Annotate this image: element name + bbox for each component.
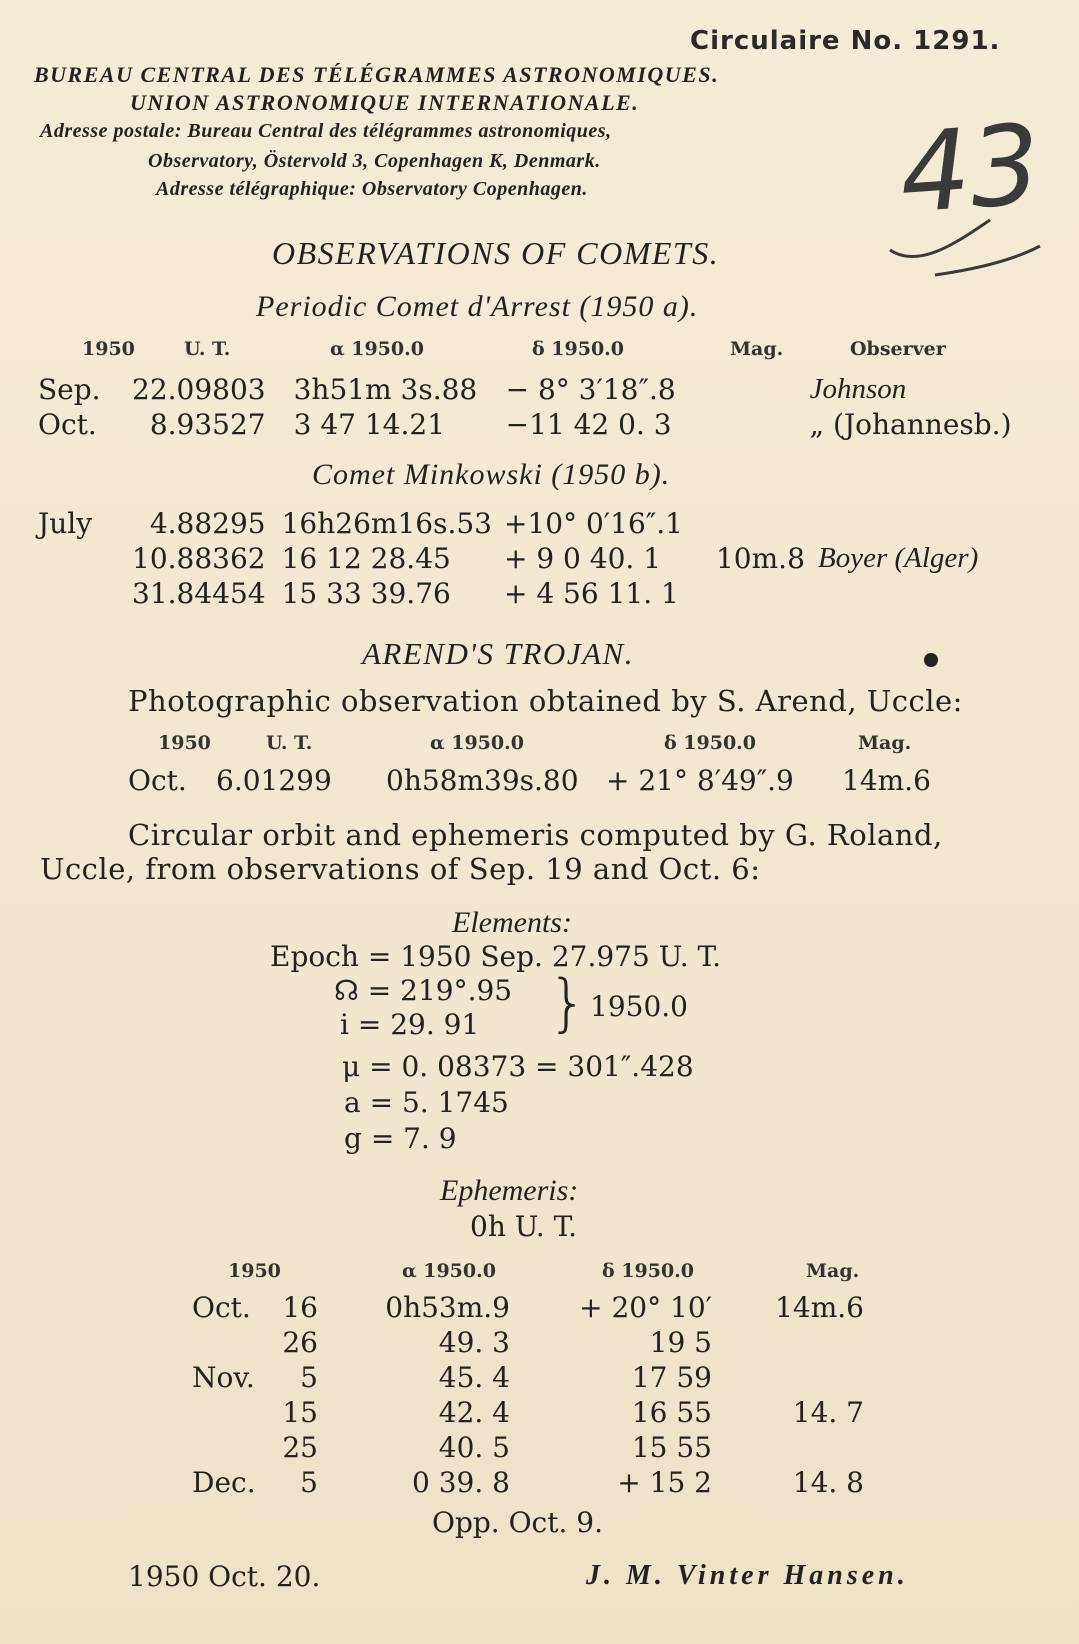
element-inclination: i = 29. 91 [340,1008,480,1041]
eph-ra: 0h53m.9 [385,1291,510,1324]
telegraph-address-line: Adresse télégraphique: Observatory Copenhagen. [156,178,588,200]
eph-mag: 14m.6 [775,1291,864,1324]
ephemeris-subtitle: 0h U. T. [470,1210,578,1243]
table-row [186,1325,870,1360]
trojan-col-dec: δ 1950.0 [664,732,757,754]
photographic-observation-line: Photographic observation obtained by S. Arend, Uccle: [128,684,963,718]
observer-cell: Johnson [809,373,907,405]
eph-month: Nov. [192,1361,255,1394]
table-row [186,1465,870,1500]
ut-cell: 31.84454 [132,577,266,610]
footer-date: 1950 Oct. 20. [128,1560,321,1593]
observatory-address-line: Observatory, Östervold 3, Copenhagen K, Denmark. [148,150,601,172]
handwritten-number: 43 [895,100,1045,238]
col-observer: Observer [850,338,946,360]
month-cell [32,541,126,576]
eph-ra: 40. 5 [438,1431,510,1464]
postal-address-line: Adresse postale: Bureau Central des télégrammes astronomiques, [40,120,612,142]
eph-dec: 17 59 [631,1361,712,1394]
ra-cell: 3h51m 3s.88 [293,373,478,406]
month-cell: July [38,507,93,540]
trojan-obs-ut: 6.01299 [216,764,332,797]
observer-cell [812,506,984,541]
month-cell: Sep. [38,373,101,406]
eph-day: 25 [282,1431,318,1464]
element-mu: μ = 0. 08373 = 301″.428 [342,1050,694,1083]
trojan-col-year: 1950 [158,732,211,754]
eph-col-year: 1950 [228,1260,281,1282]
ra-cell: 15 33 39.76 [281,577,451,610]
eph-ra: 0 39. 8 [412,1466,510,1499]
mag-cell [710,506,812,541]
mag-cell: 10m.8 [715,542,805,575]
opposition-line: Opp. Oct. 9. [432,1506,604,1539]
eph-dec: 19 5 [649,1326,712,1359]
col-ut: U. T. [184,338,231,360]
table-row [186,1290,870,1325]
eph-col-mag: Mag. [806,1260,860,1282]
trojan-col-ut: U. T. [266,732,313,754]
ra-cell: 16h26m16s.53 [281,507,492,540]
mag-cell [732,407,804,442]
col-ra: α 1950.0 [330,338,424,360]
ut-cell: 10.88362 [132,542,266,575]
ink-spot [924,653,938,667]
eph-mag [718,1325,870,1360]
eph-ra: 42. 4 [438,1396,510,1429]
element-epoch: Epoch = 1950 Sep. 27.975 U. T. [270,940,721,973]
eph-dec: 15 55 [631,1431,712,1464]
table-row [186,1430,870,1465]
ut-cell: 8.93527 [149,408,266,441]
union-line: UNION ASTRONOMIQUE INTERNATIONALE. [130,90,640,115]
elements-brace: } [548,966,588,1039]
ephemeris-title: Ephemeris: [440,1174,579,1207]
ut-cell: 22.09803 [132,373,266,406]
observer-cell [812,576,984,611]
trojan-col-ra: α 1950.0 [430,732,524,754]
eph-dec: + 15 2 [617,1466,712,1499]
table-row [186,1395,870,1430]
observer-cell: „ (Johannesb.) [809,408,1012,441]
eph-month: Oct. [192,1291,251,1324]
eph-col-ra: α 1950.0 [402,1260,496,1282]
trojan-col-mag: Mag. [858,732,912,754]
dec-cell: −11 42 0. 3 [505,408,672,441]
element-equinox: 1950.0 [590,990,688,1023]
eph-day: 26 [282,1326,318,1359]
orbit-line-1: Circular orbit and ephemeris computed by G. Roland, [128,818,943,852]
trojan-obs-mag: 14m.6 [842,764,931,797]
dec-cell: +10° 0′16″.1 [503,507,683,540]
element-a: a = 5. 1745 [344,1086,509,1119]
comet-b-table [32,506,984,611]
page-title: OBSERVATIONS OF COMETS. [272,235,720,271]
eph-dec: + 20° 10′ [579,1291,712,1324]
trojan-obs-month: Oct. [128,764,187,797]
comet-a-title: Periodic Comet d'Arrest (1950 a). [256,290,699,323]
mag-cell [732,372,804,407]
handwritten-strokes [880,180,1050,290]
observer-cell: Boyer (Alger) [817,542,979,574]
col-year: 1950 [82,338,135,360]
eph-day: 15 [282,1396,318,1429]
mag-cell [710,576,812,611]
eph-month: Dec. [192,1466,256,1499]
table-row [32,576,984,611]
ra-cell: 3 47 14.21 [293,408,446,441]
eph-day: 5 [300,1361,318,1394]
ephemeris-table [186,1290,870,1500]
col-dec: δ 1950.0 [532,338,625,360]
element-g: g = 7. 9 [344,1122,457,1155]
comet-a-table [32,372,1018,442]
comet-b-title: Comet Minkowski (1950 b). [312,458,671,491]
eph-col-dec: δ 1950.0 [602,1260,695,1282]
month-cell [32,576,126,611]
eph-month [186,1430,268,1465]
table-row [32,506,984,541]
eph-month [186,1325,268,1360]
eph-dec: 16 55 [631,1396,712,1429]
table-row [32,541,984,576]
element-node: ☊ = 219°.95 [334,974,513,1007]
eph-mag [718,1430,870,1465]
elements-title: Elements: [452,906,572,939]
ut-cell: 4.88295 [149,507,266,540]
month-cell: Oct. [38,408,97,441]
col-mag: Mag. [730,338,784,360]
eph-ra: 49. 3 [438,1326,510,1359]
eph-month [186,1395,268,1430]
trojan-title: AREND'S TROJAN. [362,636,634,671]
trojan-obs-ra: 0h58m39s.80 [386,764,579,797]
trojan-obs-dec: + 21° 8′49″.9 [606,764,794,797]
eph-ra: 45. 4 [438,1361,510,1394]
dec-cell: + 4 56 11. 1 [503,577,679,610]
orbit-line-2: Uccle, from observations of Sep. 19 and Oct. 6: [40,852,761,886]
eph-day: 5 [300,1466,318,1499]
eph-mag [718,1360,870,1395]
eph-day: 16 [282,1291,318,1324]
eph-mag: 14. 8 [792,1466,864,1499]
bureau-line: BUREAU CENTRAL DES TÉLÉGRAMMES ASTRONOMIQUES. [34,62,720,87]
ra-cell: 16 12 28.45 [281,542,451,575]
eph-mag: 14. 7 [792,1396,864,1429]
table-row [186,1360,870,1395]
footer-signature: J. M. Vinter Hansen. [586,1560,909,1591]
dec-cell: + 9 0 40. 1 [503,542,662,575]
table-row [32,407,1018,442]
table-row [32,372,1018,407]
dec-cell: − 8° 3′18″.8 [505,373,676,406]
circular-number: Circulaire No. 1291. [690,26,1001,56]
